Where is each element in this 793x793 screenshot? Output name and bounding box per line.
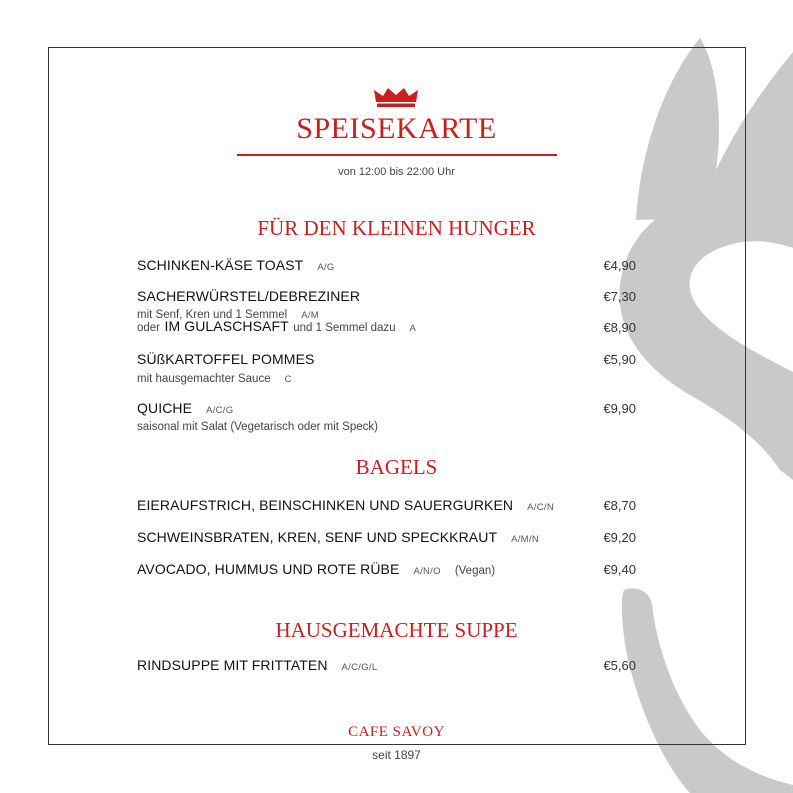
item-allergens: A/N/O — [413, 566, 441, 577]
item-price: €5,90 — [603, 352, 636, 367]
item-name: SCHINKEN-KÄSE TOAST — [137, 257, 304, 273]
item-desc-text: mit hausgemachter Sauce — [137, 373, 271, 385]
crown-icon — [373, 86, 419, 108]
alt-bold: IM GULASCHSAFT — [164, 318, 289, 334]
item-allergens: C — [284, 374, 292, 385]
item-description — [137, 369, 292, 387]
item-name: SACHERWÜRSTEL/DEBREZINER — [137, 288, 361, 304]
item-desc-text: mit Senf, Kren und 1 Semmel — [137, 309, 288, 321]
item-note: (Vegan) — [454, 565, 496, 577]
item-name: RINDSUPPE MIT FRITTATEN — [137, 657, 328, 673]
menu-item — [137, 561, 495, 579]
alt-suffix: und 1 Semmel dazu — [293, 322, 396, 334]
section-title-small-hunger: FÜR DEN KLEINEN HUNGER — [257, 216, 536, 240]
item-name: SÜßKARTOFFEL POMMES — [137, 351, 315, 367]
footer-since: seit 1897 — [372, 748, 421, 762]
item-price: €5,60 — [603, 658, 636, 673]
item-description — [137, 417, 378, 435]
page-title: SPEISEKARTE — [296, 112, 497, 145]
item-name: SCHWEINSBRATEN, KREN, SENF UND SPECKKRAUT — [137, 529, 498, 545]
menu-item — [137, 257, 335, 275]
item-allergens: A — [409, 323, 417, 334]
section-title-bagels: BAGELS — [355, 455, 438, 479]
item-allergens: A/C/G — [206, 405, 234, 416]
item-allergens: A/M/N — [511, 534, 539, 545]
item-name: AVOCADO, HUMMUS UND ROTE RÜBE — [137, 561, 400, 577]
item-allergens: A/G — [317, 262, 335, 273]
item-allergens: A/C/N — [527, 502, 554, 513]
item-alternative — [137, 318, 416, 336]
opening-hours: von 12:00 bis 22:00 Uhr — [338, 166, 455, 178]
item-name: EIERAUFSTRICH, BEINSCHINKEN UND SAUERGURKEN — [137, 497, 514, 513]
item-name: QUICHE — [137, 400, 193, 416]
item-alt-price: €8,90 — [603, 320, 636, 335]
menu-item — [137, 351, 314, 369]
item-price: €9,40 — [603, 562, 636, 577]
menu-item — [137, 400, 233, 418]
alt-prefix: oder — [137, 322, 161, 334]
item-desc-text: saisonal mit Salat (Vegetarisch oder mit Speck) — [137, 421, 378, 433]
item-price: €9,90 — [603, 401, 636, 416]
item-price: €7,30 — [603, 289, 636, 304]
menu-item — [137, 288, 360, 306]
item-price: €4,90 — [603, 258, 636, 273]
item-allergens: A/C/G/L — [341, 662, 378, 673]
menu-item — [137, 497, 554, 515]
item-price: €8,70 — [603, 498, 636, 513]
section-title-soup: HAUSGEMACHTE SUPPE — [275, 618, 518, 642]
item-allergens: A/M — [301, 310, 320, 321]
item-price: €9,20 — [603, 530, 636, 545]
menu-item — [137, 529, 539, 547]
menu-item — [137, 657, 377, 675]
footer-cafe-name: CAFE SAVOY — [348, 724, 445, 740]
title-divider — [237, 154, 557, 156]
